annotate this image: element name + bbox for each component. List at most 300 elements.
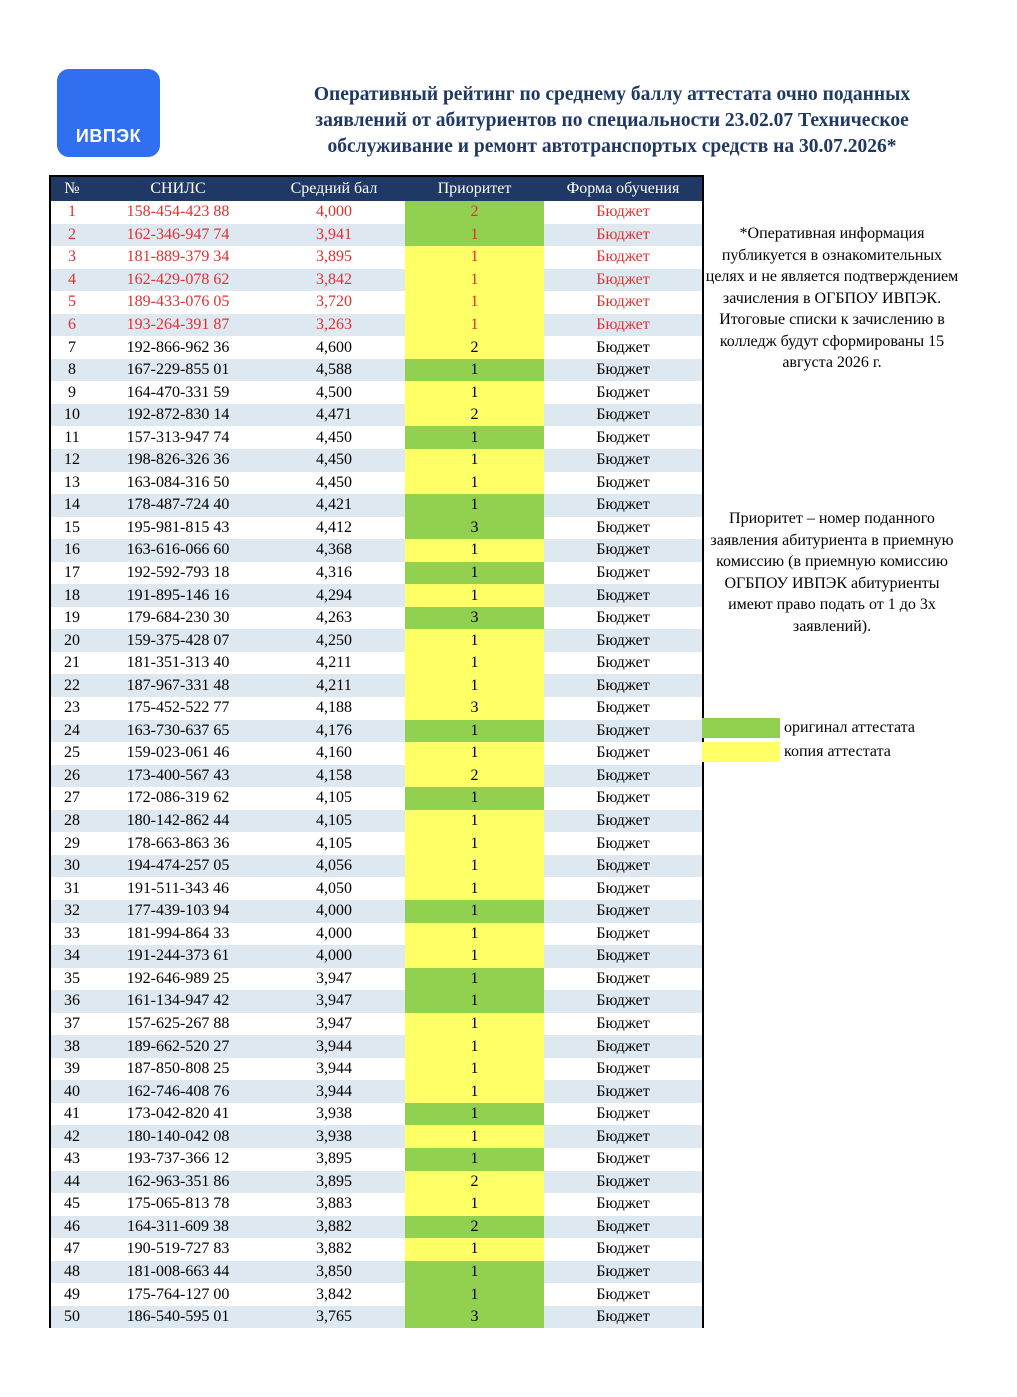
cell-form: Бюджет <box>544 607 703 630</box>
cell-average: 3,882 <box>263 1238 405 1261</box>
cell-priority: 1 <box>405 1125 544 1148</box>
cell-snils: 158-454-423 88 <box>93 201 263 224</box>
cell-snils: 192-872-830 14 <box>93 404 263 427</box>
cell-form: Бюджет <box>544 584 703 607</box>
cell-form: Бюджет <box>544 1171 703 1194</box>
table-row <box>50 584 703 607</box>
cell-average: 4,450 <box>263 472 405 495</box>
cell-number: 14 <box>50 494 93 517</box>
cell-number: 15 <box>50 517 93 540</box>
cell-number: 27 <box>50 787 93 810</box>
table-row <box>50 1013 703 1036</box>
cell-number: 4 <box>50 269 93 292</box>
cell-priority: 1 <box>405 1013 544 1036</box>
cell-average: 3,895 <box>263 246 405 269</box>
cell-priority: 1 <box>405 652 544 675</box>
cell-average: 3,842 <box>263 269 405 292</box>
cell-snils: 178-663-863 36 <box>93 832 263 855</box>
cell-number: 30 <box>50 855 93 878</box>
cell-number: 32 <box>50 900 93 923</box>
table-row <box>50 945 703 968</box>
cell-snils: 175-764-127 00 <box>93 1283 263 1306</box>
cell-form: Бюджет <box>544 1103 703 1126</box>
table-row <box>50 494 703 517</box>
table-row <box>50 1058 703 1081</box>
table-row <box>50 517 703 540</box>
cell-average: 3,765 <box>263 1306 405 1329</box>
cell-form: Бюджет <box>544 381 703 404</box>
cell-snils: 181-889-379 34 <box>93 246 263 269</box>
cell-number: 16 <box>50 539 93 562</box>
legend-original-swatch <box>702 718 780 738</box>
table-row <box>50 629 703 652</box>
cell-priority: 1 <box>405 1261 544 1284</box>
cell-average: 3,895 <box>263 1171 405 1194</box>
cell-average: 3,944 <box>263 1080 405 1103</box>
table-row <box>50 336 703 359</box>
cell-number: 25 <box>50 742 93 765</box>
cell-average: 3,944 <box>263 1035 405 1058</box>
cell-priority: 1 <box>405 426 544 449</box>
cell-number: 48 <box>50 1261 93 1284</box>
cell-snils: 177-439-103 94 <box>93 900 263 923</box>
cell-number: 38 <box>50 1035 93 1058</box>
cell-snils: 191-511-343 46 <box>93 877 263 900</box>
cell-form: Бюджет <box>544 855 703 878</box>
cell-number: 40 <box>50 1080 93 1103</box>
cell-snils: 178-487-724 40 <box>93 494 263 517</box>
table-row <box>50 810 703 833</box>
cell-number: 20 <box>50 629 93 652</box>
cell-form: Бюджет <box>544 674 703 697</box>
table-row <box>50 1306 703 1329</box>
cell-snils: 162-746-408 76 <box>93 1080 263 1103</box>
cell-form: Бюджет <box>544 426 703 449</box>
table-row <box>50 900 703 923</box>
table-row <box>50 1035 703 1058</box>
cell-priority: 1 <box>405 742 544 765</box>
cell-snils: 157-313-947 74 <box>93 426 263 449</box>
cell-priority: 1 <box>405 1035 544 1058</box>
cell-form: Бюджет <box>544 562 703 585</box>
cell-snils: 194-474-257 05 <box>93 855 263 878</box>
cell-average: 4,250 <box>263 629 405 652</box>
legend-original <box>702 718 915 738</box>
priority-note: Приоритет – номер поданного заявления абитуриента в приемную комиссию (в приемную комиссию ОГБПОУ ИВПЭК абитуриенты имеют право подать от 1 до 3х заявлений). <box>710 510 954 635</box>
cell-snils: 175-452-522 77 <box>93 697 263 720</box>
cell-snils: 189-662-520 27 <box>93 1035 263 1058</box>
table-row <box>50 765 703 788</box>
cell-snils: 163-084-316 50 <box>93 472 263 495</box>
cell-priority: 1 <box>405 449 544 472</box>
cell-average: 3,263 <box>263 314 405 337</box>
table-row <box>50 1283 703 1306</box>
cell-number: 46 <box>50 1216 93 1239</box>
cell-priority: 2 <box>405 765 544 788</box>
cell-form: Бюджет <box>544 1261 703 1284</box>
cell-priority: 1 <box>405 923 544 946</box>
cell-form: Бюджет <box>544 269 703 292</box>
cell-priority: 1 <box>405 472 544 495</box>
cell-snils: 189-433-076 05 <box>93 291 263 314</box>
cell-average: 4,450 <box>263 426 405 449</box>
cell-form: Бюджет <box>544 923 703 946</box>
cell-priority: 1 <box>405 968 544 991</box>
cell-snils: 162-346-947 74 <box>93 224 263 247</box>
cell-average: 4,158 <box>263 765 405 788</box>
cell-average: 3,895 <box>263 1148 405 1171</box>
cell-snils: 167-229-855 01 <box>93 359 263 382</box>
table-row <box>50 1125 703 1148</box>
table-row <box>50 968 703 991</box>
cell-number: 1 <box>50 201 93 224</box>
cell-average: 4,000 <box>263 945 405 968</box>
cell-priority: 1 <box>405 990 544 1013</box>
cell-number: 18 <box>50 584 93 607</box>
table-row <box>50 652 703 675</box>
cell-number: 19 <box>50 607 93 630</box>
cell-priority: 1 <box>405 246 544 269</box>
cell-snils: 161-134-947 42 <box>93 990 263 1013</box>
table-row <box>50 923 703 946</box>
cell-average: 3,947 <box>263 1013 405 1036</box>
table-row <box>50 787 703 810</box>
table-header-row <box>50 176 703 201</box>
table-row <box>50 201 703 224</box>
table-row <box>50 246 703 269</box>
cell-priority: 1 <box>405 629 544 652</box>
cell-number: 8 <box>50 359 93 382</box>
cell-average: 4,105 <box>263 832 405 855</box>
cell-priority: 1 <box>405 1080 544 1103</box>
logo <box>57 69 160 157</box>
cell-priority: 1 <box>405 1238 544 1261</box>
table-row <box>50 1193 703 1216</box>
cell-average: 4,588 <box>263 359 405 382</box>
table-row <box>50 381 703 404</box>
cell-number: 17 <box>50 562 93 585</box>
cell-average: 4,294 <box>263 584 405 607</box>
cell-form: Бюджет <box>544 201 703 224</box>
cell-snils: 173-042-820 41 <box>93 1103 263 1126</box>
cell-priority: 1 <box>405 314 544 337</box>
cell-average: 4,176 <box>263 720 405 743</box>
cell-priority: 2 <box>405 404 544 427</box>
cell-average: 4,000 <box>263 923 405 946</box>
cell-snils: 164-311-609 38 <box>93 1216 263 1239</box>
table-row <box>50 269 703 292</box>
cell-number: 37 <box>50 1013 93 1036</box>
cell-priority: 3 <box>405 517 544 540</box>
cell-form: Бюджет <box>544 449 703 472</box>
cell-average: 3,882 <box>263 1216 405 1239</box>
cell-number: 11 <box>50 426 93 449</box>
cell-average: 3,938 <box>263 1103 405 1126</box>
cell-snils: 190-519-727 83 <box>93 1238 263 1261</box>
cell-number: 43 <box>50 1148 93 1171</box>
cell-form: Бюджет <box>544 1238 703 1261</box>
table-row <box>50 855 703 878</box>
table-row <box>50 449 703 472</box>
table-row <box>50 359 703 382</box>
cell-number: 36 <box>50 990 93 1013</box>
table-row <box>50 1148 703 1171</box>
table-row <box>50 1238 703 1261</box>
cell-priority: 1 <box>405 1103 544 1126</box>
legend-copy-swatch <box>702 742 780 762</box>
cell-average: 4,188 <box>263 697 405 720</box>
cell-priority: 1 <box>405 674 544 697</box>
cell-snils: 162-963-351 86 <box>93 1171 263 1194</box>
header-average: Средний бал <box>263 176 405 201</box>
cell-form: Бюджет <box>544 877 703 900</box>
table-row <box>50 877 703 900</box>
cell-form: Бюджет <box>544 1148 703 1171</box>
cell-form: Бюджет <box>544 1080 703 1103</box>
cell-form: Бюджет <box>544 517 703 540</box>
cell-priority: 1 <box>405 224 544 247</box>
cell-number: 21 <box>50 652 93 675</box>
cell-number: 44 <box>50 1171 93 1194</box>
table-row <box>50 674 703 697</box>
table-row <box>50 224 703 247</box>
legend-original-label: оригинал аттестата <box>784 719 915 736</box>
cell-priority: 1 <box>405 269 544 292</box>
cell-number: 23 <box>50 697 93 720</box>
cell-snils: 191-895-146 16 <box>93 584 263 607</box>
table-row <box>50 990 703 1013</box>
cell-form: Бюджет <box>544 945 703 968</box>
cell-snils: 192-646-989 25 <box>93 968 263 991</box>
cell-average: 3,947 <box>263 968 405 991</box>
cell-snils: 181-008-663 44 <box>93 1261 263 1284</box>
cell-priority: 2 <box>405 336 544 359</box>
table-row <box>50 314 703 337</box>
cell-number: 5 <box>50 291 93 314</box>
cell-number: 41 <box>50 1103 93 1126</box>
cell-snils: 192-866-962 36 <box>93 336 263 359</box>
cell-priority: 1 <box>405 832 544 855</box>
table-row <box>50 1103 703 1126</box>
cell-form: Бюджет <box>544 336 703 359</box>
legend-copy <box>702 742 891 762</box>
cell-number: 28 <box>50 810 93 833</box>
cell-form: Бюджет <box>544 359 703 382</box>
cell-number: 39 <box>50 1058 93 1081</box>
cell-number: 49 <box>50 1283 93 1306</box>
cell-snils: 159-023-061 46 <box>93 742 263 765</box>
cell-form: Бюджет <box>544 1216 703 1239</box>
cell-priority: 1 <box>405 810 544 833</box>
cell-average: 4,421 <box>263 494 405 517</box>
cell-snils: 187-967-331 48 <box>93 674 263 697</box>
cell-form: Бюджет <box>544 1013 703 1036</box>
table-body <box>50 201 703 1328</box>
rating-table <box>49 175 704 1328</box>
cell-average: 4,471 <box>263 404 405 427</box>
cell-priority: 1 <box>405 945 544 968</box>
cell-snils: 187-850-808 25 <box>93 1058 263 1081</box>
cell-snils: 192-592-793 18 <box>93 562 263 585</box>
cell-snils: 195-981-815 43 <box>93 517 263 540</box>
cell-form: Бюджет <box>544 1306 703 1329</box>
table-row <box>50 607 703 630</box>
cell-average: 4,211 <box>263 652 405 675</box>
cell-priority: 3 <box>405 1306 544 1329</box>
cell-priority: 1 <box>405 1058 544 1081</box>
cell-average: 4,105 <box>263 787 405 810</box>
cell-average: 4,050 <box>263 877 405 900</box>
cell-snils: 193-264-391 87 <box>93 314 263 337</box>
cell-number: 45 <box>50 1193 93 1216</box>
cell-priority: 2 <box>405 1171 544 1194</box>
cell-priority: 1 <box>405 359 544 382</box>
legend-copy-label: копия аттестата <box>784 743 891 760</box>
cell-average: 3,720 <box>263 291 405 314</box>
cell-snils: 180-142-862 44 <box>93 810 263 833</box>
table-row <box>50 697 703 720</box>
cell-number: 12 <box>50 449 93 472</box>
table-row <box>50 1171 703 1194</box>
cell-number: 3 <box>50 246 93 269</box>
cell-priority: 2 <box>405 1216 544 1239</box>
disclaimer-note: *Оперативная информация публикуется в ознакомительных целях и не является подтверждением зачисления в ОГБПОУ ИВПЭК. Итоговые списки к зачислению в колледж будут сформированы 15 августа 2026 г. <box>705 225 959 371</box>
table-row <box>50 720 703 743</box>
page-title: Оперативный рейтинг по среднему баллу аттестата очно поданных заявлений от абитуриентов по специальности 23.02.07 Техническое обслуживание и ремонт автотранспортых средств на 30.07.2026* <box>313 84 911 157</box>
cell-number: 26 <box>50 765 93 788</box>
cell-average: 3,883 <box>263 1193 405 1216</box>
cell-priority: 3 <box>405 697 544 720</box>
cell-priority: 1 <box>405 877 544 900</box>
cell-priority: 3 <box>405 607 544 630</box>
cell-priority: 2 <box>405 201 544 224</box>
cell-form: Бюджет <box>544 900 703 923</box>
cell-priority: 1 <box>405 900 544 923</box>
cell-form: Бюджет <box>544 720 703 743</box>
cell-number: 29 <box>50 832 93 855</box>
cell-priority: 1 <box>405 720 544 743</box>
cell-form: Бюджет <box>544 742 703 765</box>
cell-snils: 193-737-366 12 <box>93 1148 263 1171</box>
header-priority: Приоритет <box>405 176 544 201</box>
table-row <box>50 426 703 449</box>
table-row <box>50 404 703 427</box>
cell-average: 3,944 <box>263 1058 405 1081</box>
cell-number: 22 <box>50 674 93 697</box>
cell-priority: 1 <box>405 381 544 404</box>
cell-number: 50 <box>50 1306 93 1329</box>
cell-priority: 1 <box>405 584 544 607</box>
cell-number: 9 <box>50 381 93 404</box>
cell-snils: 162-429-078 62 <box>93 269 263 292</box>
cell-snils: 175-065-813 78 <box>93 1193 263 1216</box>
cell-form: Бюджет <box>544 1125 703 1148</box>
cell-average: 4,105 <box>263 810 405 833</box>
cell-snils: 163-730-637 65 <box>93 720 263 743</box>
cell-average: 4,600 <box>263 336 405 359</box>
cell-form: Бюджет <box>544 472 703 495</box>
cell-snils: 179-684-230 30 <box>93 607 263 630</box>
cell-average: 4,412 <box>263 517 405 540</box>
table-row <box>50 539 703 562</box>
cell-form: Бюджет <box>544 314 703 337</box>
header-snils: СНИЛС <box>93 176 263 201</box>
cell-form: Бюджет <box>544 1283 703 1306</box>
cell-number: 35 <box>50 968 93 991</box>
table-row <box>50 742 703 765</box>
cell-average: 3,938 <box>263 1125 405 1148</box>
cell-average: 4,450 <box>263 449 405 472</box>
table-row <box>50 1216 703 1239</box>
cell-snils: 191-244-373 61 <box>93 945 263 968</box>
cell-snils: 173-400-567 43 <box>93 765 263 788</box>
cell-average: 4,000 <box>263 201 405 224</box>
cell-form: Бюджет <box>544 697 703 720</box>
cell-form: Бюджет <box>544 1035 703 1058</box>
cell-priority: 1 <box>405 1148 544 1171</box>
cell-average: 4,211 <box>263 674 405 697</box>
cell-average: 4,000 <box>263 900 405 923</box>
cell-snils: 186-540-595 01 <box>93 1306 263 1329</box>
cell-form: Бюджет <box>544 968 703 991</box>
cell-form: Бюджет <box>544 291 703 314</box>
table-row <box>50 291 703 314</box>
cell-priority: 1 <box>405 539 544 562</box>
table-row <box>50 832 703 855</box>
cell-form: Бюджет <box>544 652 703 675</box>
cell-number: 13 <box>50 472 93 495</box>
cell-form: Бюджет <box>544 539 703 562</box>
cell-number: 31 <box>50 877 93 900</box>
cell-snils: 157-625-267 88 <box>93 1013 263 1036</box>
cell-average: 3,850 <box>263 1261 405 1284</box>
cell-form: Бюджет <box>544 810 703 833</box>
cell-average: 4,500 <box>263 381 405 404</box>
cell-average: 3,941 <box>263 224 405 247</box>
cell-average: 4,368 <box>263 539 405 562</box>
cell-form: Бюджет <box>544 832 703 855</box>
cell-snils: 181-351-313 40 <box>93 652 263 675</box>
cell-priority: 1 <box>405 494 544 517</box>
cell-priority: 1 <box>405 291 544 314</box>
header-number: № <box>50 176 93 201</box>
cell-number: 6 <box>50 314 93 337</box>
cell-snils: 180-140-042 08 <box>93 1125 263 1148</box>
cell-priority: 1 <box>405 787 544 810</box>
cell-average: 3,842 <box>263 1283 405 1306</box>
cell-form: Бюджет <box>544 990 703 1013</box>
cell-priority: 1 <box>405 1193 544 1216</box>
cell-number: 47 <box>50 1238 93 1261</box>
cell-snils: 163-616-066 60 <box>93 539 263 562</box>
cell-average: 4,160 <box>263 742 405 765</box>
cell-form: Бюджет <box>544 494 703 517</box>
cell-snils: 172-086-319 62 <box>93 787 263 810</box>
cell-form: Бюджет <box>544 765 703 788</box>
cell-priority: 1 <box>405 562 544 585</box>
cell-form: Бюджет <box>544 787 703 810</box>
cell-priority: 1 <box>405 1283 544 1306</box>
cell-form: Бюджет <box>544 246 703 269</box>
cell-snils: 164-470-331 59 <box>93 381 263 404</box>
cell-form: Бюджет <box>544 404 703 427</box>
table-row <box>50 562 703 585</box>
cell-number: 24 <box>50 720 93 743</box>
cell-snils: 181-994-864 33 <box>93 923 263 946</box>
cell-form: Бюджет <box>544 224 703 247</box>
table-row <box>50 1261 703 1284</box>
cell-average: 4,263 <box>263 607 405 630</box>
